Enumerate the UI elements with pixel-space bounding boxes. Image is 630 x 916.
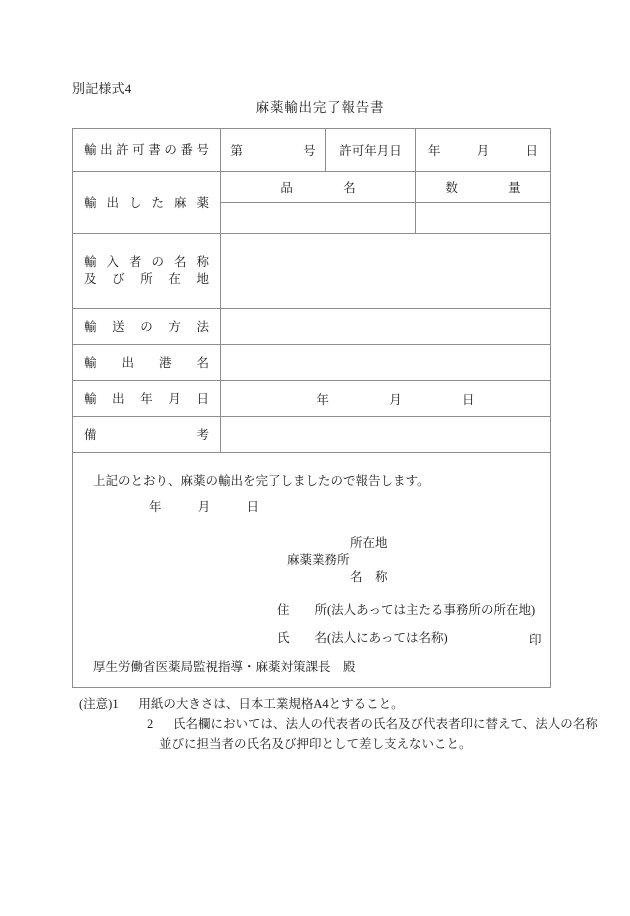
field-transport-method[interactable]	[221, 309, 551, 345]
note-item-1	[79, 694, 599, 714]
quantity-char1: 数	[445, 181, 458, 195]
table-row-export-port	[73, 345, 551, 381]
product-name-char1: 品	[280, 181, 293, 195]
document-title: 麻薬輸出完了報告書	[255, 100, 385, 115]
table-row-export-date	[73, 381, 551, 417]
field-permit-date[interactable]	[416, 129, 551, 172]
label-importer-line1: 輸入者の名称	[84, 255, 209, 269]
notes-heading: (注意)	[79, 697, 113, 711]
notes-section	[79, 694, 599, 754]
label-permit-date: 許可年月日	[339, 144, 402, 158]
field-importer[interactable]	[221, 234, 551, 309]
permit-number-suffix: 号	[303, 144, 316, 158]
column-header-product-name	[221, 172, 416, 203]
label-export-port: 輸出港名	[84, 355, 209, 370]
quantity-char2: 量	[508, 181, 521, 195]
table-row-permit-number	[73, 129, 551, 172]
table-row-statement	[73, 453, 551, 688]
column-header-quantity	[416, 172, 551, 203]
note-2-text-line2: 並びに担当者の氏名及び押印として差し支えないこと。	[159, 737, 472, 751]
note-item-2-continued	[79, 734, 599, 754]
table-row-importer	[73, 234, 551, 309]
note-1-number: 1	[112, 697, 119, 711]
label-export-port-cell	[73, 345, 221, 381]
table-row-remarks	[73, 417, 551, 453]
declaration-date-month: 月	[197, 500, 211, 514]
applicant-address-label: 住 所(法人あっては主たる事務所の所在地)	[277, 603, 536, 617]
label-permit-number-cell	[73, 129, 221, 172]
declaration-text: 上記のとおり、麻薬の輸出を完了しましたので報告します。	[93, 474, 430, 488]
field-permit-number[interactable]	[221, 129, 326, 172]
field-export-port[interactable]	[221, 345, 551, 381]
note-2-text: 氏名欄においては、法人の代表者の氏名及び代表者印に替えて、法人の名称	[173, 717, 598, 731]
label-remarks-cell	[73, 417, 221, 453]
seal-label: 印	[529, 633, 542, 647]
label-exported-narcotics: 輸出した麻薬	[84, 195, 209, 210]
field-product-name[interactable]	[221, 203, 416, 234]
label-importer-line2: 及び所在地	[84, 272, 209, 286]
note-2-number: 2	[147, 717, 154, 731]
permit-date-day: 日	[525, 144, 539, 158]
statement-block	[73, 453, 551, 688]
note-item-2	[79, 714, 599, 734]
label-remarks: 備考	[84, 427, 209, 442]
declaration-date-day: 日	[246, 500, 260, 514]
table-row-transport-method	[73, 309, 551, 345]
label-permit-number: 輸出許可書の番号	[84, 143, 209, 157]
label-importer-cell	[73, 234, 221, 309]
narcotics-export-form-table	[72, 128, 551, 688]
label-export-date: 輸出年月日	[84, 391, 209, 406]
addressee: 厚生労働省医薬局監視指導・麻薬対策課長 殿	[93, 660, 356, 674]
permit-date-year: 年	[427, 144, 441, 158]
declaration-date[interactable]	[149, 499, 259, 516]
field-quantity[interactable]	[416, 203, 551, 234]
label-exported-narcotics-cell	[73, 172, 221, 234]
export-date-year: 年	[316, 392, 329, 407]
permit-date-month: 月	[476, 144, 490, 158]
note-1-text: 用紙の大きさは、日本工業規格A4とすること。	[138, 697, 404, 711]
form-number: 別記様式4	[72, 81, 132, 96]
applicant-name-label: 氏 名(法人にあっては名称)	[277, 631, 448, 645]
export-date-month: 月	[389, 392, 402, 407]
label-export-date-cell	[73, 381, 221, 417]
office-name-label: 名 称	[350, 570, 388, 584]
office-label: 麻薬業務所	[287, 553, 350, 567]
field-export-date[interactable]	[221, 381, 551, 417]
table-row-exported-narcotics-header	[73, 172, 551, 203]
field-remarks[interactable]	[221, 417, 551, 453]
label-transport-method: 輸送の方法	[84, 319, 209, 334]
declaration-date-year: 年	[149, 500, 162, 514]
product-name-char2: 名	[343, 181, 356, 195]
permit-number-prefix: 第	[230, 144, 243, 158]
export-date-day: 日	[462, 392, 475, 407]
label-transport-method-cell	[73, 309, 221, 345]
label-permit-date-cell	[326, 129, 416, 172]
office-location-label: 所在地	[350, 536, 388, 550]
